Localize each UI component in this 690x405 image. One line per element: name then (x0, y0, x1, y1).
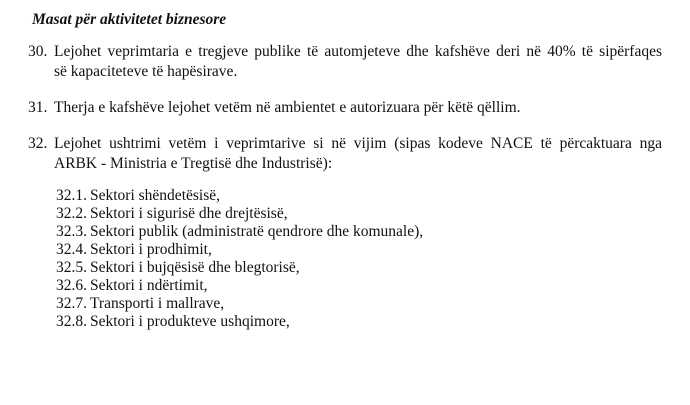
item-text-line: së kapaciteteve të hapësirave. (54, 63, 238, 80)
item-text (54, 98, 662, 118)
item-text-line: Therja e kafshëve lejohet vetëm në ambientet e autorizuara për këtë qëllim. (54, 99, 521, 116)
sub-item-text: Transporti i mallrave, (90, 295, 225, 312)
item-number: 30. (28, 43, 48, 60)
sub-list-item (56, 205, 423, 223)
sub-list-item (56, 295, 423, 313)
sub-item-number: 32.5. (56, 259, 87, 276)
sub-item-number: 32.1. (56, 187, 87, 204)
sub-list-item (56, 223, 423, 241)
item-text-line: Lejohet veprimtaria e tregjeve publike të automjeteve dhe kafshëve deri në 40% të sipërfaqes (54, 43, 662, 60)
item-text (54, 134, 662, 174)
sub-item-number: 32.4. (56, 241, 87, 258)
item-text (54, 42, 662, 82)
sub-list-item (56, 313, 423, 331)
sub-item-number: 32.6. (56, 277, 87, 294)
sub-item-text: Sektori publik (administratë qendrore dhe komunale), (90, 223, 424, 240)
sub-item-number: 32.2. (56, 205, 87, 222)
sub-list-item (56, 241, 423, 259)
item-text-line: Lejohet ushtrimi vetëm i veprimtarive si në vijim (sipas kodeve NACE të përcaktuara nga (54, 135, 662, 152)
section-heading: Masat për aktivitetet biznesore (32, 11, 227, 28)
sub-item-text: Sektori i ndërtimit, (90, 277, 208, 294)
item-number: 31. (28, 99, 48, 116)
item-number: 32. (28, 135, 48, 152)
sub-list (56, 187, 423, 331)
item-text-line: ARBK - Ministria e Tregtisë dhe Industrisë): (54, 155, 333, 172)
sub-item-number: 32.7. (56, 295, 87, 312)
sub-item-text: Sektori i prodhimit, (90, 241, 212, 258)
sub-list-item (56, 277, 423, 295)
sub-item-text: Sektori i bujqësisë dhe blegtorisë, (90, 259, 300, 276)
sub-item-number: 32.3. (56, 223, 87, 240)
sub-item-text: Sektori shëndetësisë, (90, 187, 221, 204)
sub-list-item (56, 259, 423, 277)
sub-item-text: Sektori i sigurisë dhe drejtësisë, (90, 205, 288, 222)
sub-list-item (56, 187, 423, 205)
sub-item-text: Sektori i produkteve ushqimore, (90, 313, 290, 330)
sub-item-number: 32.8. (56, 313, 87, 330)
